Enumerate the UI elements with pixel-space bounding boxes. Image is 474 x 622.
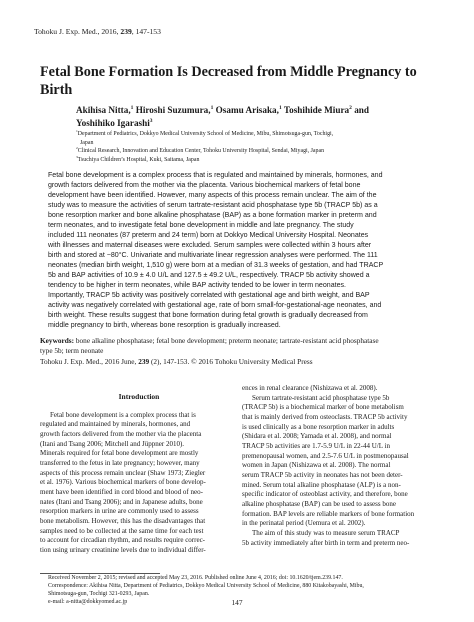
affiliation-number: 3 [76,154,78,159]
author-name: Toshihide Miura [281,105,350,115]
abstract-line: bone resorption marker and bone alkaline phosphatase (BAP) as a bone formation marker in preterm and [48,212,377,219]
tracp-paragraph [242,394,440,404]
author-name: Hiroshi Suzumura, [133,105,211,115]
citation-volume: 239 [136,357,150,366]
abstract-line: with illnesses and maternal diseases were excluded. Serum samples were collected within 3 hours after [48,242,372,249]
abstract-line: term neonates, and to investigate fetal bone development in middle and late pregnancy. The study [48,222,354,229]
correspondence-email[interactable]: e-mail: a-nitta@dokkyomed.ac.jp [48,599,128,605]
author-name: Akihisa Nitta, [76,105,131,115]
keywords [40,336,440,356]
body-line: TRACP 5b activities are 1.7-5.9 U/L in 22-44 U/L in [242,441,390,450]
author-affil-mark: 3 [149,117,153,124]
abstract-line: birth and stored at −80°C. Univariate and multivariate linear regression analyses were performed. The 111 [48,252,378,259]
body-line: tion using urinary creatinine levels due to individual differ- [40,545,206,554]
abstract-line: Importantly, TRACP 5b activity was positively correlated with gestational age and birth weight, and BAP [48,292,370,299]
body-line: transferred to the fetus in late pregnancy; however, many [40,458,200,467]
abstract-line: neonates (median birth weight, 1,510 g) were born at a median of 31.3 weeks of gestation, and had TRACP [48,262,384,269]
author-affil-mark: 1 [130,104,134,111]
body-line: growth factors delivered from the mother via the placenta [40,429,202,438]
section-heading: Introduction [118,392,160,401]
title-line-2: Birth [40,81,73,98]
running-head-volume: 239 [120,27,132,36]
author-line-2 [76,117,396,130]
running-head [34,27,161,36]
body-line: to account for circadian rhythm, and results require correc- [40,536,206,545]
abstract-line: middle pregnancy to birth, whereas bone resorption is gradually increased. [48,322,281,329]
body-line: Minerals required for fetal bone development are mostly [40,449,199,458]
body-line: specific indicator of osteoblast activity, and therefore, bone [242,490,408,499]
author-affil-mark: 1 [278,104,282,111]
title-line-1: Fetal Bone Formation Is Decreased from Middle Pregnancy to [40,64,417,80]
aim-paragraph [242,529,440,539]
body-line: (Shidara et al. 2008; Yamada et al. 2008), and normal [242,432,392,441]
author-name: Osamu Arisaka, [213,105,279,115]
body-line: regulated and maintained by minerals, hormones, and [40,420,191,429]
author-conjunction: and [351,105,370,115]
body-line: (Itani and Tsang 2006; Mitchell and Jüppner 2010). [40,439,185,448]
body-line: Serum tartrate-resistant acid phosphatase type 5b [252,393,390,402]
body-line: resorption markers in urine are commonly used to assess [40,507,199,516]
body-line: bone metabolism. However, this has the disadvantages that [40,516,206,525]
affiliation-item [76,130,406,139]
abstract-line: development have been identified. However, many aspects of this process remain unclear. The aim of the [48,192,377,199]
keywords-label: Keywords: [40,336,75,345]
citation-line [40,357,440,367]
keywords-line-1 [40,336,440,346]
running-head-pages: , 147-153 [131,27,161,36]
affiliation-item [76,147,406,156]
body-line: samples need to be collected at the same time for each test [40,526,204,535]
abstract-line: birth weight. These results suggest that bone formation during fetal growth is gradually decreased from [48,312,368,319]
author-affil-mark: 1 [210,104,214,111]
body-line: ment have been identified in cord blood and blood of neo- [40,487,203,496]
body-line: in the perinatal period (Uemura et al. 2002). [242,519,366,528]
author-affil-mark: 2 [349,104,352,111]
affiliation-number: 2 [76,146,78,151]
abstract-line: 5b and BAP activities of 10.9 ± 4.0 U/L and 127.5 ± 49.2 U/L, respectively. TRACP 5b activity showed a [48,272,370,279]
body-line: (TRACP 5b) is a biochemical marker of bone metabolism [242,403,404,412]
affiliation-text-cont: Japan [80,139,94,146]
received-dates: Received November 2, 2015; revised and accepted May 23, 2016. Published online June 4, 2016; doi: 10.1620/tjem.239.147. [48,575,343,581]
body-line: The aim of this study was to measure serum TRACP [252,528,400,537]
body-column-left [40,384,238,556]
affiliation-list [76,130,406,164]
article-title [40,64,440,99]
body-line: is used clinically as a bone resorption marker in adults [242,422,395,431]
abstract [48,171,430,331]
abstract-line: growth factors delivered from the mother via the placenta. Various biochemical markers of fetal bone [48,182,361,189]
abstract-line: Fetal bone development is a complex process that is regulated and maintained by minerals, hormones, and [48,172,383,179]
affiliation-number: 1 [76,129,78,134]
copyright-notice: © 2016 Tohoku University Medical Press [189,357,313,366]
author-line-1 [76,104,396,117]
keywords-line-2: type 5b; term neonate [40,346,104,356]
body-line: serum TRACP 5b activity in neonates has not been deter- [242,470,403,479]
affiliation-text: Clinical Research, Innovation and Education Center, Tohoku University Hospital, Sendai, Miyagi, Japan [77,148,325,155]
author-name: Yoshihiko Igarashi [76,117,150,128]
body-line: that is mainly derived from osteoclasts. TRACP 5b activity [242,412,408,421]
abstract-line: activity was negatively correlated with gestational age, rate of born small-for-gestational-age neonates, and [48,302,382,309]
intro-paragraph [40,411,238,421]
abstract-line: included 111 neonates (87 preterm and 24 term) born at Dokkyo Medical University Hospital. Neonates [48,232,369,239]
keywords-text: bone alkaline phosphatase; fetal bone development; preterm neonate; tartrate-resistant acid phosphatase [74,336,379,345]
body-line: women in Japan (Nishizawa et al. 2008). The normal [242,461,391,470]
author-list [76,104,396,129]
affiliation-text: Tsuchiya Children’s Hospital, Kuki, Saitama, Japan [77,156,200,163]
body-line: aspects of this process remain unclear (Shaw 1973; Ziegler [40,468,206,477]
citation-pages: (2), 147-153. [149,357,190,366]
body-line: premenopausal women, and 2.5-7.6 U/L in postmenopausal [242,451,409,460]
body-line: 5b activity immediately after birth in term and preterm neo- [242,538,410,547]
abstract-line: tendency to be higher in term neonates, while BAP activity tended to be lower in term neonates. [48,282,346,289]
page-number: 147 [231,598,243,607]
correspondence-address: Shimotsuga-gun, Tochigi 321-0293, Japan. [48,591,150,597]
body-line: mined. Serum total alkaline phosphatase (ALP) is a non- [242,480,401,489]
body-line: ences in renal clearance (Nishizawa et al. 2008). [242,384,378,392]
body-column-right [242,384,440,548]
body-line: formation. BAP levels are reliable markers of bone formation [242,509,415,518]
abstract-line: study was to measure the activities of serum tartrate-resistant acid phosphatase type 5b (TRACP 5b) as a [48,202,378,209]
body-line: Fetal bone development is a complex process that is [50,410,196,419]
body-line: nates (Itani and Tsang 2006); and in Japanese adults, bone [40,497,203,506]
affiliation-item [76,156,406,165]
citation-journal: Tohoku J. Exp. Med., 2016 June, [40,357,137,366]
body-line: et al. 1976). Various biochemical markers of bone develop- [40,478,206,487]
affiliation-text: Department of Pediatrics, Dokkyo Medical University School of Medicine, Mibu, Shimotsuga-gun, Tochigi, [77,131,334,137]
body-line: alkaline phosphatase (BAP) can be used to assess bone [242,499,396,508]
running-head-journal: Tohoku J. Exp. Med., 2016, [34,27,119,36]
correspondence: Correspondence: Akihisa Nitta, Department of Pediatrics, Dokkyo Medical University School of Medicine, 880 Kitakobayashi, Mibu, [48,583,364,589]
